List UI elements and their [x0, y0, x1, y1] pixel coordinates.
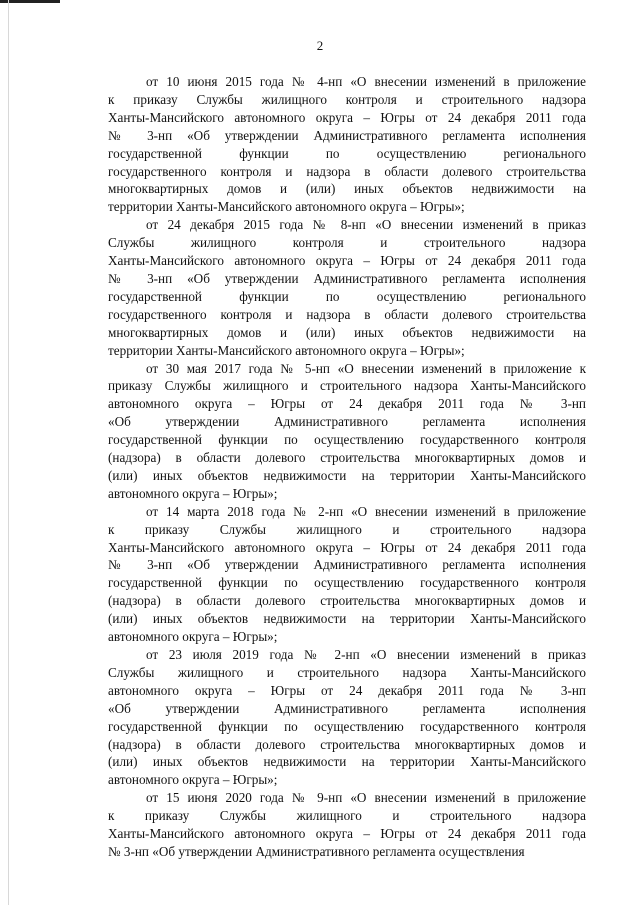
paragraph-line: государственного контроля и надзора в области долевого строительства	[108, 163, 586, 179]
paragraph-line: от 30 мая 2017 года № 5-нп «О внесении изменений в приложение к	[146, 360, 586, 376]
paragraph-line: Службы жилищного и строительного надзора Ханты-Мансийского	[108, 664, 586, 680]
paragraph-line: к приказу Службы жилищного контроля и строительного надзора	[108, 91, 586, 107]
paragraph-line: к приказу Службы жилищного и строительного надзора	[108, 808, 586, 824]
paragraph-line: № 3-нп «Об утверждении Административного регламента исполнения	[108, 557, 586, 573]
paragraph-line: (или) иных объектов недвижимости на территории Ханты-Мансийского	[108, 754, 586, 770]
paragraph	[108, 503, 586, 646]
paragraph-line: автономного округа – Югры от 24 декабря 2011 года № 3-нп	[108, 682, 586, 698]
paragraph-line: «Об утверждении Административного регламента исполнения	[108, 700, 586, 716]
paragraph	[108, 789, 586, 861]
document-body	[108, 73, 586, 861]
paragraph-line: государственной функции по осуществлению государственного контроля	[108, 432, 586, 448]
paragraph-line: (или) иных объектов недвижимости на территории Ханты-Мансийского	[108, 467, 586, 483]
scan-left-edge	[8, 0, 9, 905]
paragraph-line: приказу Службы жилищного и строительного надзора Ханты-Мансийского	[108, 378, 586, 394]
paragraph-line: многоквартирных домов и (или) иных объектов недвижимости на	[108, 181, 586, 197]
paragraph-line: (надзора) в области долевого строительства многоквартирных домов и	[108, 736, 586, 752]
paragraph-line: № 3-нп «Об утверждении Административного регламента исполнения	[108, 127, 586, 143]
paragraph-line: № 3-нп «Об утверждении Административного регламента осуществления	[108, 843, 525, 859]
paragraph-line: государственной функции по осуществлению государственного контроля	[108, 718, 586, 734]
paragraph-line: (надзора) в области долевого строительства многоквартирных домов и	[108, 593, 586, 609]
paragraph-line: государственной функции по осуществлению государственного контроля	[108, 575, 586, 591]
paragraph-line: Ханты-Мансийского автономного округа – Югры от 24 декабря 2011 года	[108, 539, 586, 555]
paragraph-line: государственной функции по осуществлению регионального	[108, 288, 586, 304]
paragraph-line: «Об утверждении Административного регламента исполнения	[108, 414, 586, 430]
paragraph-line: от 15 июня 2020 года № 9-нп «О внесении изменений в приложение	[146, 790, 586, 806]
paragraph-line: государственного контроля и надзора в области долевого строительства	[108, 306, 586, 322]
paragraph-line: к приказу Службы жилищного и строительного надзора	[108, 521, 586, 537]
scan-edge-mark	[0, 0, 60, 3]
paragraph-line: Ханты-Мансийского автономного округа – Югры от 24 декабря 2011 года	[108, 826, 586, 842]
paragraph-line: многоквартирных домов и (или) иных объектов недвижимости на	[108, 324, 586, 340]
paragraph-line: Ханты-Мансийского автономного округа – Югры от 24 декабря 2011 года	[108, 253, 586, 269]
paragraph-line: от 10 июня 2015 года № 4-нп «О внесении изменений в приложение	[146, 74, 586, 89]
paragraph-line: Ханты-Мансийского автономного округа – Югры от 24 декабря 2011 года	[108, 109, 586, 125]
paragraph-line: Службы жилищного контроля и строительного надзора	[108, 235, 586, 251]
paragraph-line: автономного округа – Югры»;	[108, 485, 278, 501]
paragraph	[108, 646, 586, 789]
paragraph	[108, 73, 586, 216]
paragraph-line: автономного округа – Югры»;	[108, 772, 278, 788]
paragraph-line: от 23 июля 2019 года № 2-нп «О внесении изменений в приказ	[146, 647, 586, 662]
paragraph	[108, 216, 586, 359]
paragraph	[108, 360, 586, 503]
paragraph-line: (или) иных объектов недвижимости на территории Ханты-Мансийского	[108, 611, 586, 627]
paragraph-line: территории Ханты-Мансийского автономного округа – Югры»;	[108, 199, 465, 215]
paragraph-line: автономного округа – Югры от 24 декабря 2011 года № 3-нп	[108, 396, 586, 412]
page-number: 2	[316, 38, 324, 53]
paragraph-line: (надзора) в области долевого строительства многоквартирных домов и	[108, 450, 586, 466]
paragraph-line: от 24 декабря 2015 года № 8-нп «О внесении изменений в приказ	[146, 217, 586, 233]
paragraph-line: № 3-нп «Об утверждении Административного регламента исполнения	[108, 270, 586, 286]
paragraph-line: от 14 марта 2018 года № 2-нп «О внесении изменений в приложение	[146, 503, 586, 519]
paragraph-line: территории Ханты-Мансийского автономного округа – Югры»;	[108, 342, 465, 358]
paragraph-line: автономного округа – Югры»;	[108, 629, 278, 645]
paragraph-line: государственной функции по осуществлению регионального	[108, 145, 586, 161]
